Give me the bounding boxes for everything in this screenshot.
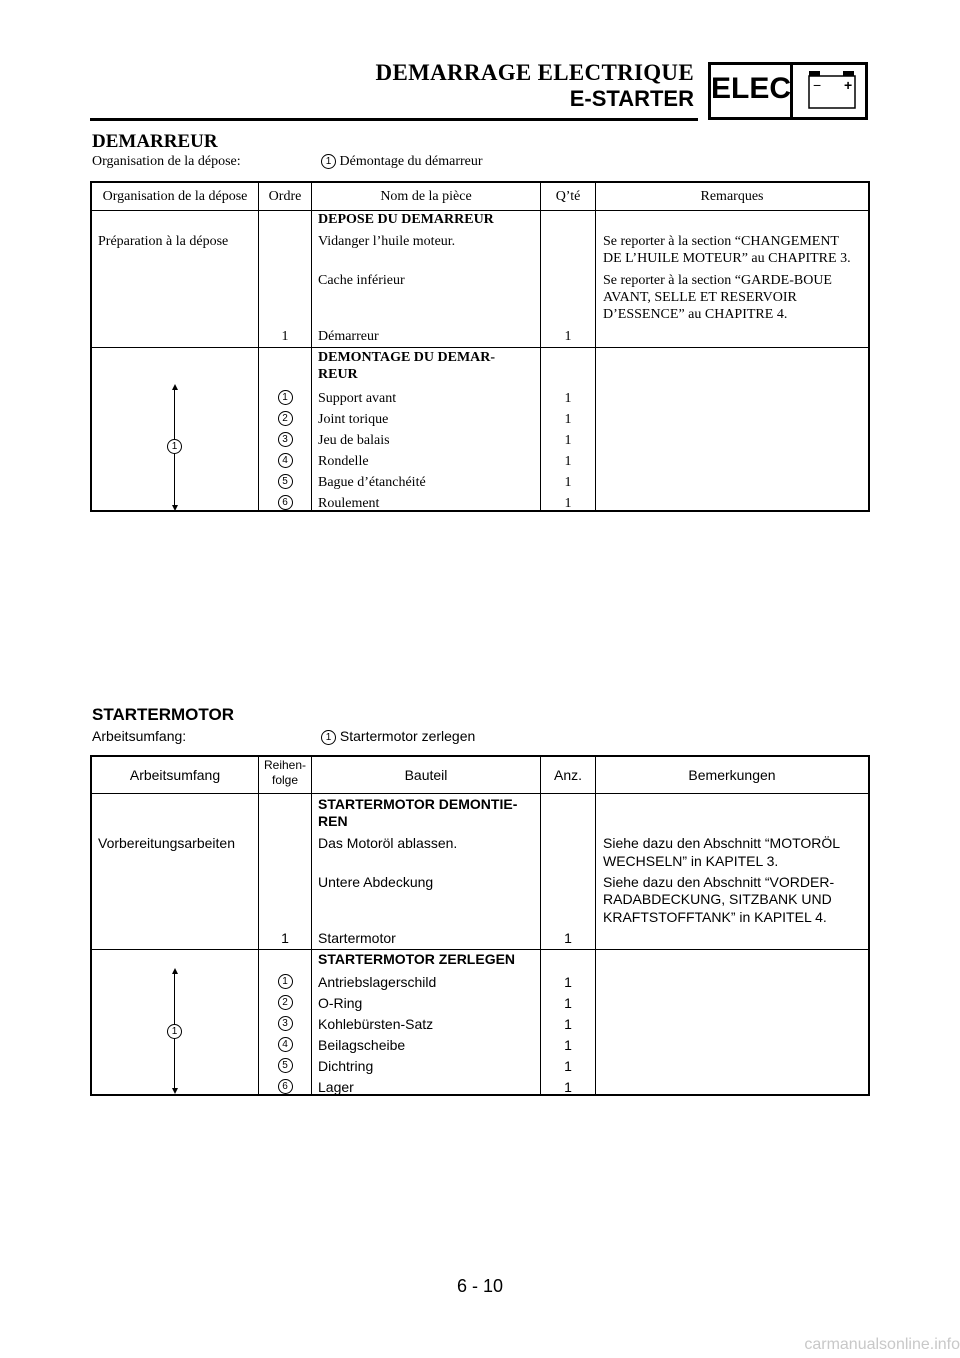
scope-label-fr: Organisation de la dépose:	[92, 154, 241, 169]
col-header-order-line: folge	[271, 773, 299, 787]
prep-label: Préparation à la dépose	[98, 234, 229, 249]
part-name: Démarreur	[318, 329, 379, 344]
battery-icon	[803, 68, 859, 112]
circled-number: 5	[278, 1058, 293, 1073]
group-title: STARTERMOTOR ZERLEGEN	[318, 951, 516, 967]
remark-line: RADABDECKUNG, SITZBANK UND	[603, 891, 832, 907]
part-name: Antriebslagerschild	[318, 974, 437, 990]
part-name: Cache inférieur	[318, 273, 405, 288]
section-title-fr: DEMARREUR	[92, 131, 218, 152]
header-rule	[90, 118, 698, 121]
header-title-de: E-STARTER	[569, 86, 694, 111]
part-name: Beilagscheibe	[318, 1037, 406, 1053]
remark-line: Siehe dazu den Abschnitt “MOTORÖL	[603, 835, 841, 851]
part-qty: 1	[564, 329, 572, 344]
part-qty: 1	[564, 433, 572, 448]
part-name: Lager	[318, 1079, 354, 1095]
scope-text: Démontage du démarreur	[339, 154, 483, 169]
col-header-order: Ordre	[268, 189, 302, 204]
group-divider	[92, 949, 868, 950]
group-title: REN	[318, 813, 348, 829]
part-qty: 1	[564, 391, 572, 406]
part-qty: 1	[564, 1037, 572, 1053]
remark-line: Siehe dazu den Abschnitt “VORDER-	[603, 874, 835, 890]
circled-number: 3	[278, 432, 293, 447]
group-title: DEPOSE DU DEMARREUR	[318, 212, 494, 227]
scope-text: Startermotor zerlegen	[339, 728, 476, 744]
circled-number: 3	[278, 1016, 293, 1031]
col-header-scope: Organisation de la dépose	[102, 189, 248, 204]
group-title: DEMONTAGE DU DEMAR-	[318, 350, 496, 365]
circled-number: 5	[278, 474, 293, 489]
part-name: Jeu de balais	[318, 433, 390, 448]
range-arrow-up	[172, 384, 178, 390]
part-name: Joint torique	[318, 412, 389, 427]
circled-number: 6	[278, 1079, 293, 1094]
circled-number: 1	[278, 974, 293, 989]
battery-minus: −	[813, 77, 822, 93]
group-title: STARTERMOTOR DEMONTIE-	[318, 796, 518, 812]
scope-label-de: Arbeitsumfang:	[92, 728, 187, 744]
removal-table-fr	[90, 181, 870, 512]
part-qty: 1	[564, 1016, 572, 1032]
col-header-order-line: Reihen-	[263, 758, 307, 772]
part-qty: 1	[564, 496, 572, 511]
scope-value-fr	[321, 154, 483, 170]
section-title-de: STARTERMOTOR	[92, 705, 234, 724]
scope-value-de	[321, 728, 475, 745]
section-badge-label: ELEC	[711, 72, 792, 105]
circled-number: 1	[321, 154, 336, 169]
remark-line: WECHSELN” in KAPITEL 3.	[603, 853, 779, 869]
circled-number: 6	[278, 495, 293, 510]
header-title-fr: DEMARRAGE ELECTRIQUE	[375, 60, 694, 85]
col-divider	[311, 757, 312, 1094]
col-header-part: Bauteil	[404, 767, 448, 783]
col-header-part: Nom de la pièce	[380, 189, 472, 204]
col-header-qty: Anz.	[553, 767, 582, 783]
part-name: Untere Abdeckung	[318, 874, 434, 890]
col-header-remarks: Bemerkungen	[688, 767, 776, 783]
circled-number: 2	[278, 995, 293, 1010]
group-divider	[92, 347, 868, 348]
part-qty: 1	[564, 995, 572, 1011]
order-column	[259, 388, 311, 514]
part-name: Bague d’étanchéité	[318, 475, 426, 490]
group-title: REUR	[318, 367, 358, 382]
col-header-scope: Arbeitsumfang	[129, 767, 221, 783]
part-name: Roulement	[318, 496, 380, 511]
range-marker: 1	[167, 439, 182, 454]
col-header-remarks: Remarques	[700, 189, 764, 204]
range-arrow-down	[172, 505, 178, 511]
part-name: O-Ring	[318, 995, 363, 1011]
part-qty: 1	[564, 475, 572, 490]
part-name: Startermotor	[318, 930, 396, 946]
part-name: Dichtring	[318, 1058, 374, 1074]
part-name: Kohlebürsten-Satz	[318, 1016, 434, 1032]
remark-line: Se reporter à la section “CHANGEMENT	[603, 234, 839, 249]
part-qty: 1	[564, 1079, 572, 1095]
col-header-order	[259, 758, 311, 788]
part-name-column	[318, 388, 426, 514]
page-number: 6 - 10	[456, 1276, 504, 1296]
part-name: Support avant	[318, 391, 397, 406]
watermark: carmanualsonline.info	[804, 1336, 960, 1353]
circled-number: 4	[278, 453, 293, 468]
order-number: 1	[281, 930, 289, 946]
part-name: Das Motoröl ablassen.	[318, 835, 458, 851]
part-qty: 1	[564, 974, 572, 990]
remark-line: Se reporter à la section “GARDE-BOUE	[603, 273, 832, 288]
remark-line: D’ESSENCE” au CHAPITRE 4.	[603, 307, 788, 322]
col-header-qty: Q’té	[555, 189, 581, 204]
order-number: 1	[281, 329, 289, 344]
order-column	[259, 972, 311, 1098]
circled-number: 4	[278, 1037, 293, 1052]
range-arrow-up	[172, 968, 178, 974]
removal-table-de	[90, 755, 870, 1096]
prep-label: Vorbereitungsarbeiten	[98, 835, 235, 851]
circled-number: 1	[321, 730, 336, 745]
part-qty: 1	[564, 454, 572, 469]
range-arrow-down	[172, 1088, 178, 1094]
part-name: Vidanger l’huile moteur.	[318, 234, 456, 249]
part-name: Rondelle	[318, 454, 369, 469]
qty-column	[541, 972, 595, 1098]
battery-plus: +	[844, 77, 853, 93]
remark-line: KRAFTSTOFFTANK” in KAPITEL 4.	[603, 909, 827, 925]
qty-column	[541, 388, 595, 514]
part-qty: 1	[564, 412, 572, 427]
part-qty: 1	[564, 930, 572, 946]
part-name-column	[318, 972, 436, 1098]
col-divider	[595, 757, 596, 1094]
circled-number: 2	[278, 411, 293, 426]
remark-line: AVANT, SELLE ET RESERVOIR	[603, 290, 797, 305]
remark-line: DE L’HUILE MOTEUR” au CHAPITRE 3.	[603, 251, 851, 266]
part-qty: 1	[564, 1058, 572, 1074]
range-marker: 1	[167, 1024, 182, 1039]
header-divider	[92, 793, 868, 794]
circled-number: 1	[278, 390, 293, 405]
